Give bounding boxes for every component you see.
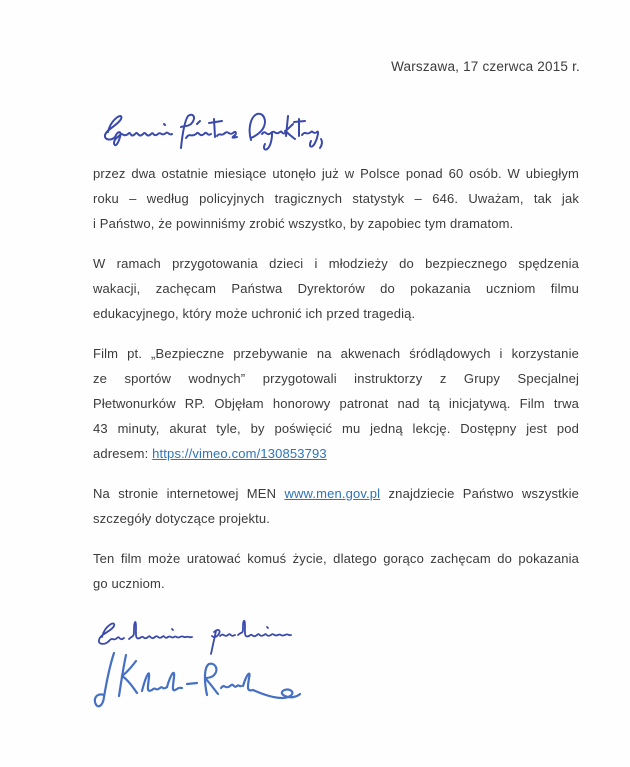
signature-ink-strokes [90,649,302,713]
paragraph [93,341,579,466]
text-segment: adresem: [93,446,153,461]
handwritten-salutation [100,104,328,152]
text-line [93,571,579,596]
text-segment: i Państwo, że powinniśmy zrobić wszystko, by zapobiec tym dramatom. [93,216,514,231]
salutation-ink-strokes [100,104,328,152]
text-line [93,301,579,326]
text-line [93,341,579,366]
text-line [93,481,579,506]
date-line: Warszawa, 17 czerwca 2015 r. [391,59,580,74]
text-segment: go uczniom. [93,576,165,591]
text-line [93,186,579,211]
text-line [93,276,579,301]
text-line [93,161,579,186]
men-link[interactable]: www.men.gov.pl [284,486,381,501]
text-segment: Ten film może uratować komuś życie, dlatego gorąco zachęcam do pokazania [93,551,579,566]
text-segment: W ramach przygotowania dzieci i młodzieży do bezpiecznego spędzenia [93,256,579,271]
paragraph [93,481,579,531]
paragraph [93,251,579,326]
text-line [93,546,579,571]
text-segment: szczegóły dotyczące projektu. [93,511,271,526]
text-segment: 43 minuty, akurat tyle, by poświęcić mu jedną lekcję. Dostępny jest pod [93,421,579,436]
text-segment: ze sportów wodnych” przygotowali instruktorzy z Grupy Specjalnej [93,371,579,386]
text-line [93,391,579,416]
text-segment: Płetwonurków RP. Objęłam honorowy patronat nad tą inicjatywą. Film trwa [93,396,579,411]
text-line [93,366,579,391]
paragraph [93,546,579,596]
text-segment: wakacji, zachęcam Państwa Dyrektorów do pokazania uczniom filmu [93,281,579,296]
text-line [93,506,579,531]
text-line [93,251,579,276]
text-segment: znajdziecie Państwo wszystkie [380,486,579,501]
handwritten-signature [90,649,302,713]
text-line [93,416,579,441]
text-segment: przez dwa ostatnie miesiące utonęło już w Polsce ponad 60 osób. W ubiegłym [93,166,579,181]
text-segment: roku – według policyjnych tragicznych statystyk – 646. Uważam, tak jak [93,191,579,206]
letter-body [93,161,579,611]
paragraph [93,161,579,236]
vimeo-link[interactable]: https://vimeo.com/130853793 [152,446,327,461]
text-segment: Na stronie internetowej MEN [93,486,285,501]
text-line [93,441,579,466]
text-line [93,211,579,236]
text-segment: edukacyjnego, który może uchronić ich przed tragedią. [93,306,416,321]
text-segment: Film pt. „Bezpieczne przebywanie na akwenach śródlądowych i korzystanie [93,346,579,361]
